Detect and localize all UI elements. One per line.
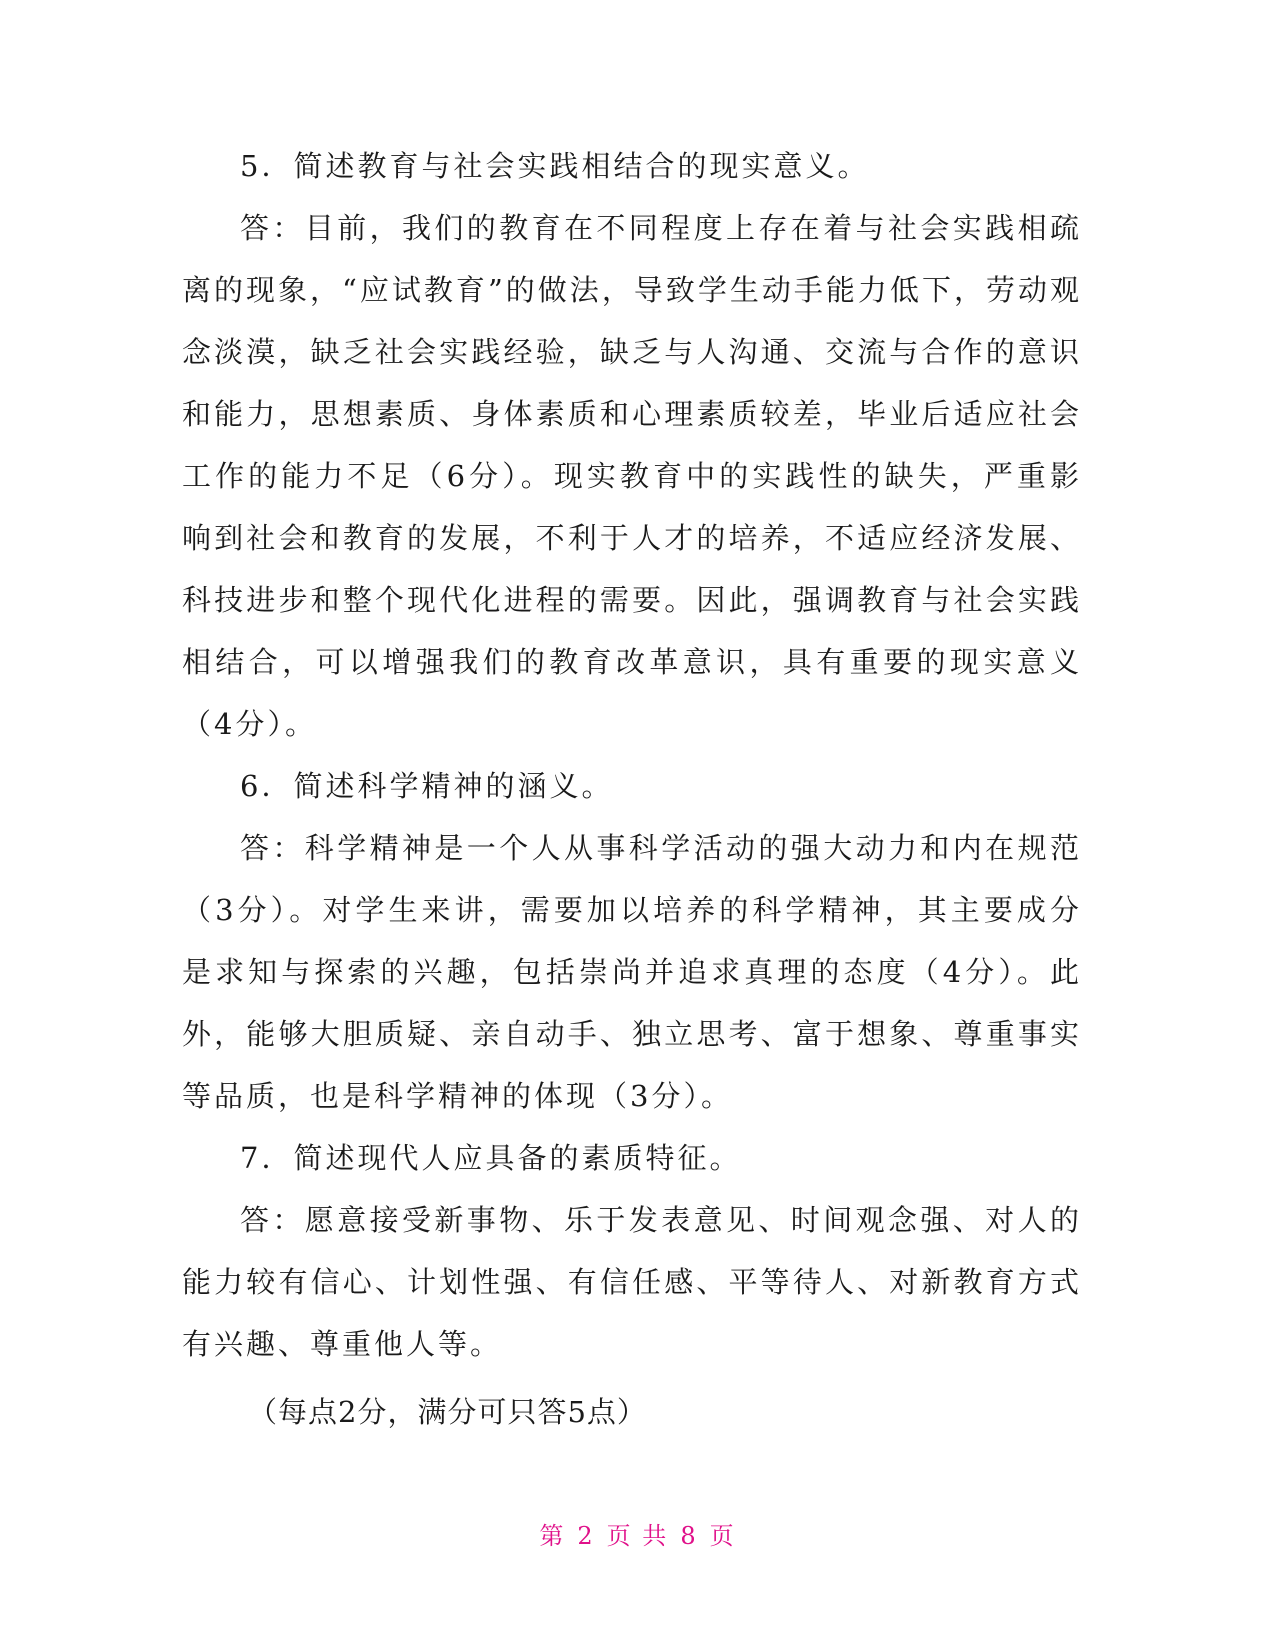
answer-6: 答：科学精神是一个人从事科学活动的强大动力和内在规范（3分）。对学生来讲，需要加以培养的科学精神，其主要成分是求知与探索的兴趣，包括崇尚并追求真理的态度（4分）。此外，能够大胆质疑、亲自动手、独立思考、富于想象、尊重事实等品质，也是科学精神的体现（3分）。 [182,831,1082,1113]
page-total: 8 [680,1522,698,1550]
question-6: 6．简述科学精神的涵义。 [240,769,614,803]
question-5: 5．简述教育与社会实践相结合的现实意义。 [240,149,870,183]
scoring-note: （每点2分，满分可只答5点） [248,1395,647,1429]
page-label-prefix: 第 [539,1522,566,1550]
document-body [182,135,1082,1443]
page-label-suffix: 页 [709,1522,736,1550]
question-7: 7．简述现代人应具备的素质特征。 [240,1141,742,1175]
page-footer [0,1516,1275,1551]
page-label-middle: 页 共 [606,1522,669,1550]
answer-7: 答：愿意接受新事物、乐于发表意见、时间观念强、对人的能力较有信心、计划性强、有信任感、平等待人、对新教育方式有兴趣、尊重他人等。 [182,1203,1082,1361]
page-current: 2 [577,1522,595,1550]
answer-5: 答：目前，我们的教育在不同程度上存在着与社会实践相疏离的现象，“应试教育”的做法，导致学生动手能力低下，劳动观念淡漠，缺乏社会实践经验，缺乏与人沟通、交流与合作的意识和能力，思想素质、身体素质和心理素质较差，毕业后适应社会工作的能力不足（6分）。现实教育中的实践性的缺失，严重影响到社会和教育的发展，不利于人才的培养，不适应经济发展、科技进步和整个现代化进程的需要。因此，强调教育与社会实践相结合，可以增强我们的教育改革意识，具有重要的现实意义（4分）。 [182,211,1082,741]
